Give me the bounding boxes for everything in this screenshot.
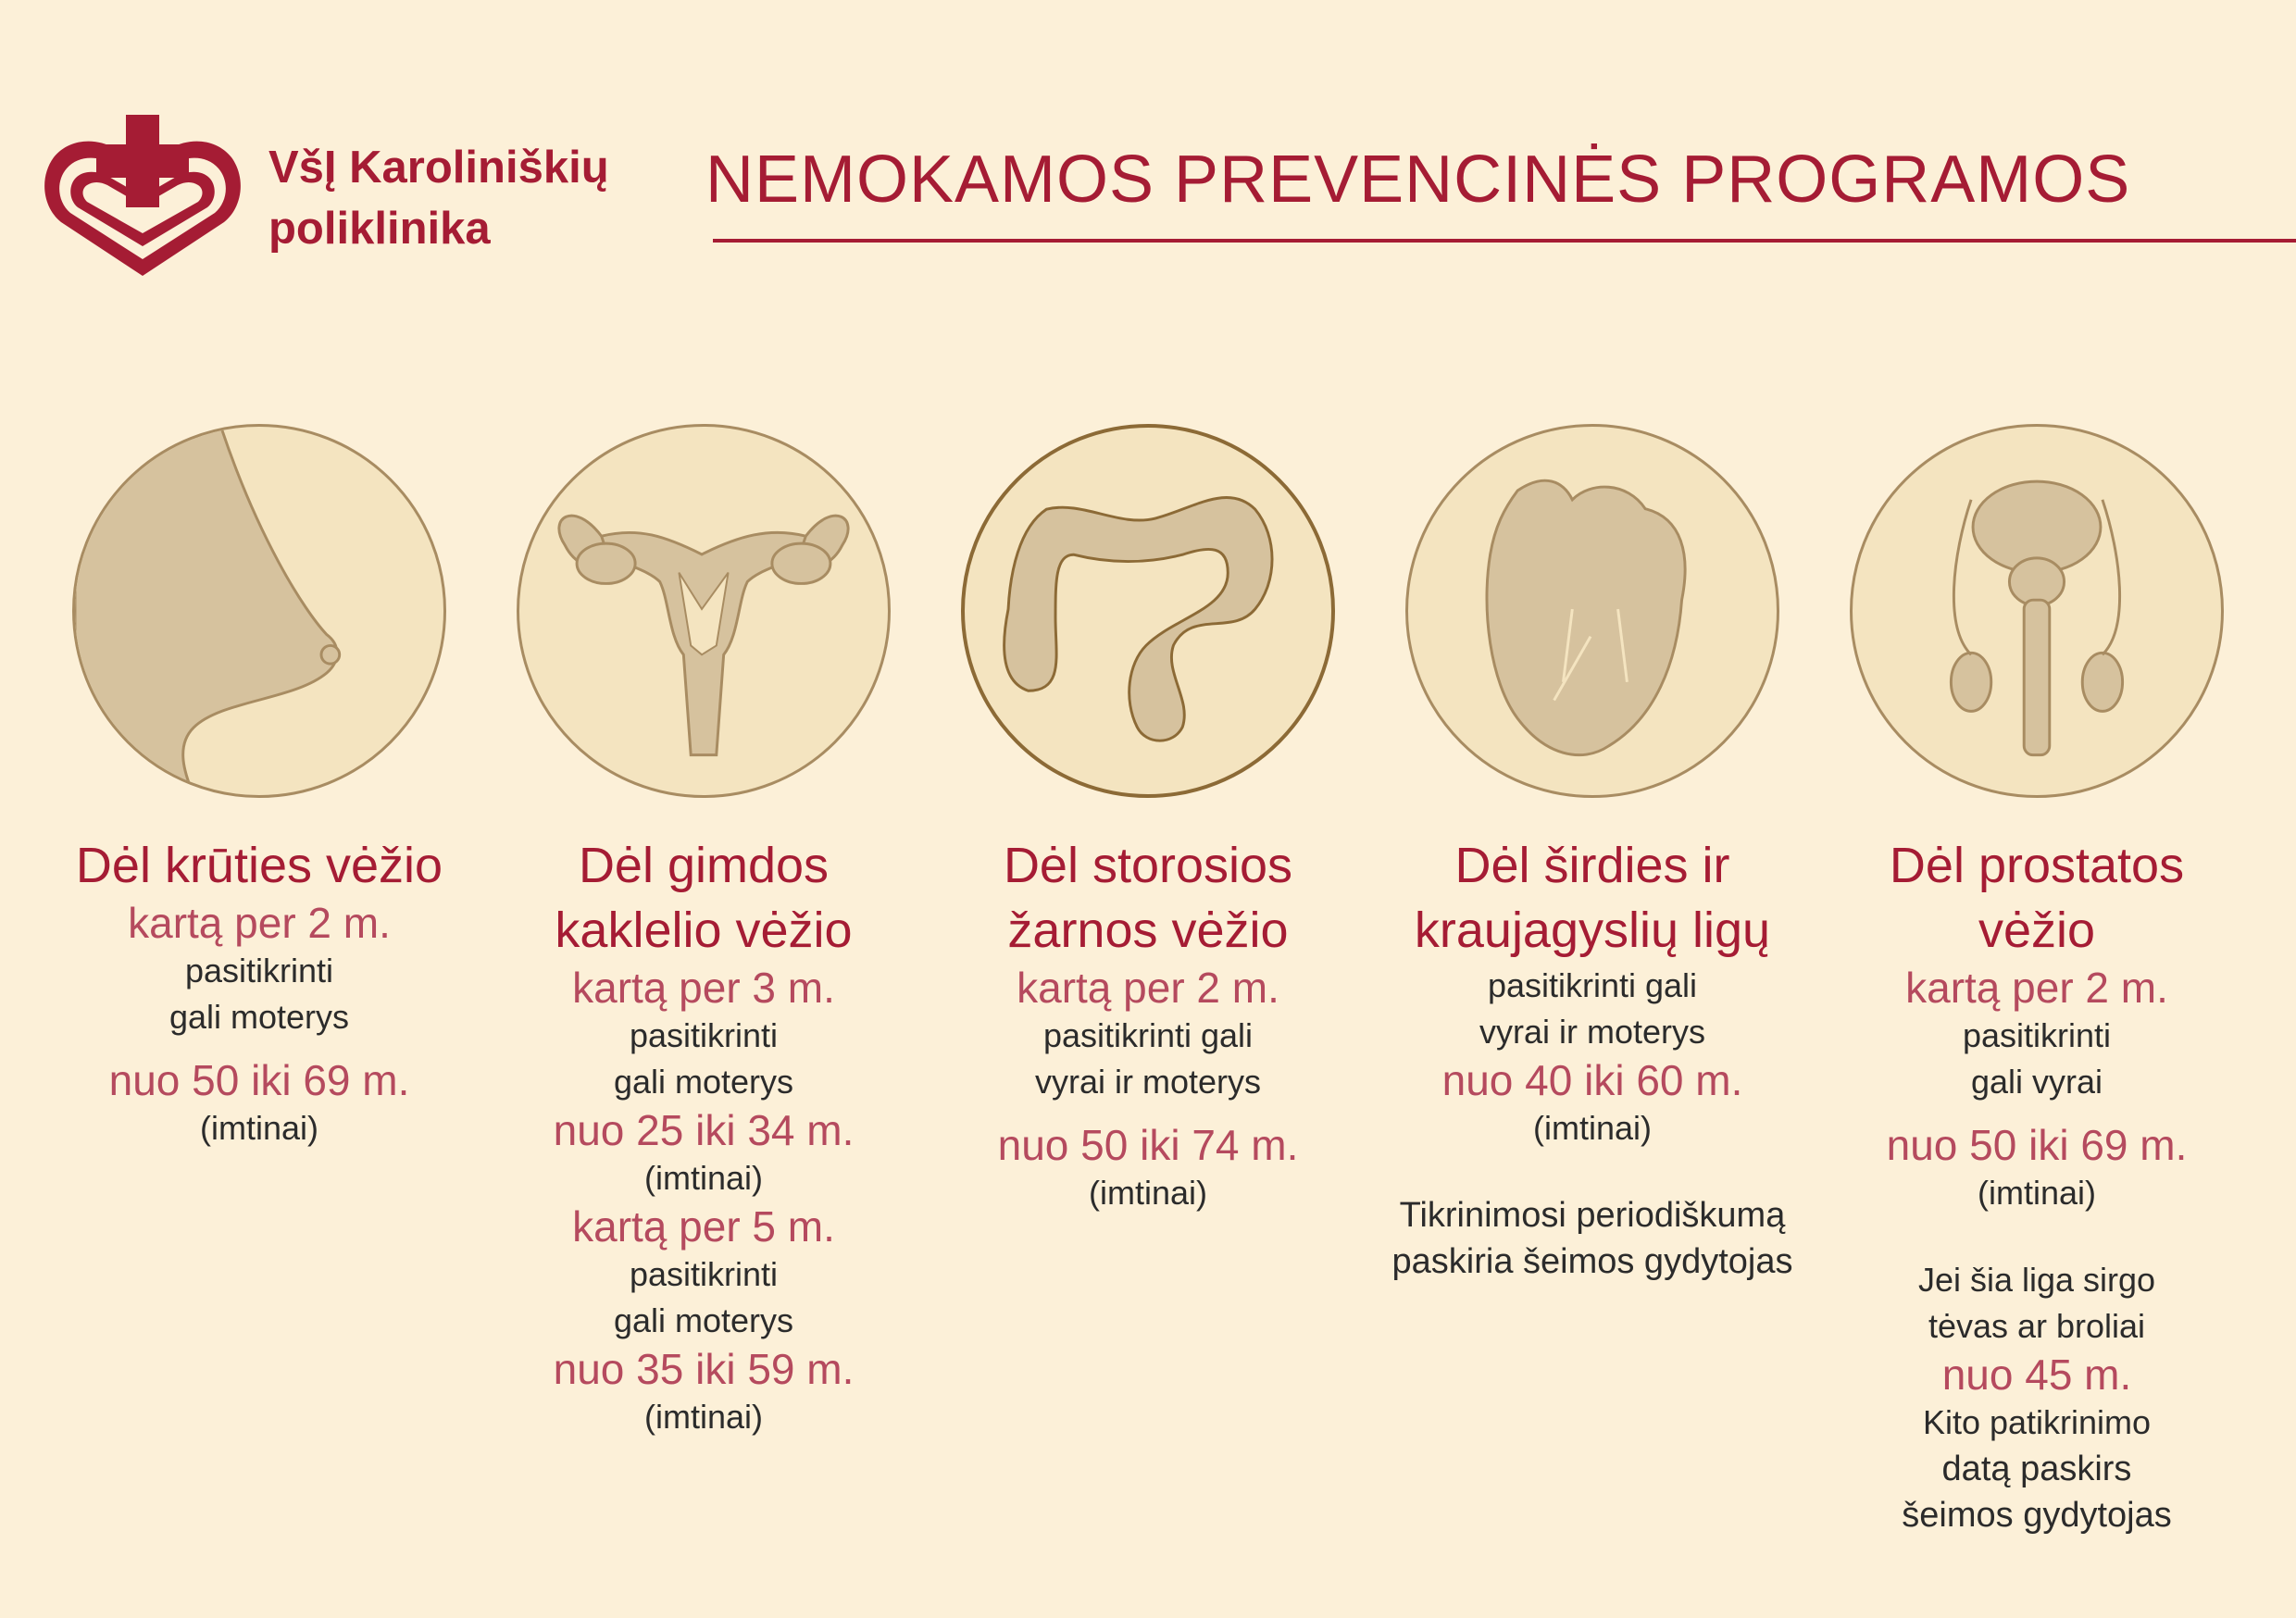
note-line: Tikrinimosi periodiškumą: [1399, 1196, 1786, 1235]
frequency: kartą per 2 m.: [1017, 964, 1279, 1012]
eligibility-line: gali moterys: [168, 998, 350, 1036]
program-title: kraujagyslių ligų: [1414, 902, 1771, 958]
frequency: kartą per 3 m.: [572, 964, 835, 1012]
frequency: kartą per 2 m.: [1905, 964, 2168, 1012]
inclusive-note: (imtinai): [643, 1159, 763, 1197]
inclusive-note: (imtinai): [643, 1398, 763, 1436]
eligibility-line: pasitikrinti: [184, 952, 334, 989]
note-line: paskiria šeimos gydytojas: [1391, 1242, 1793, 1281]
eligibility-line: pasitikrinti: [1962, 1016, 2112, 1054]
program-title: vėžio: [1978, 902, 2096, 958]
program-title: žarnos vėžio: [1007, 902, 1289, 958]
next-check-line: Kito patikrinimo: [1922, 1403, 2152, 1441]
clinic-name[interactable]: [268, 137, 609, 259]
program-title: Dėl širdies ir: [1454, 838, 1730, 893]
next-check-line: datą paskirs: [1941, 1450, 2132, 1488]
eligibility-line: vyrai ir moterys: [1034, 1063, 1262, 1101]
age-range: nuo 35 iki 59 m.: [553, 1345, 855, 1393]
program-title: kaklelio vėžio: [555, 902, 853, 958]
brand-line-1: VšĮ Karoliniškių: [268, 143, 609, 193]
age-range: nuo 45 m.: [1941, 1350, 2132, 1399]
inclusive-note: (imtinai): [1977, 1174, 2096, 1212]
frequency: kartą per 2 m.: [128, 899, 391, 947]
heart-icon: [1405, 424, 1779, 798]
program-card-colon: [930, 833, 1366, 1216]
title-underline: [713, 239, 2296, 243]
program-card-prostate: [1819, 833, 2254, 1538]
frequency: kartą per 5 m.: [572, 1202, 835, 1251]
next-check-line: šeimos gydytojas: [1902, 1496, 2172, 1535]
eligibility-line: pasitikrinti gali: [1487, 966, 1698, 1004]
page-title: NEMOKAMOS PREVENCINĖS PROGRAMOS: [705, 143, 2131, 217]
program-title: Dėl gimdos: [578, 838, 830, 893]
eligibility-line: pasitikrinti: [629, 1016, 779, 1054]
program-card-breast: [42, 833, 477, 1151]
program-title: Dėl storosios: [1003, 838, 1293, 893]
eligibility-line: gali vyrai: [1970, 1063, 2103, 1101]
age-range: nuo 50 iki 69 m.: [108, 1056, 410, 1104]
program-title: Dėl krūties vėžio: [75, 838, 443, 893]
colon-icon: [961, 424, 1335, 798]
inclusive-note: (imtinai): [1532, 1109, 1652, 1147]
eligibility-line: gali moterys: [613, 1063, 794, 1101]
inclusive-note: (imtinai): [1088, 1174, 1207, 1212]
age-range: nuo 50 iki 69 m.: [1886, 1121, 2188, 1169]
eligibility-line: pasitikrinti gali: [1042, 1016, 1254, 1054]
eligibility-line: vyrai ir moterys: [1479, 1013, 1706, 1051]
clinic-logo-icon: [41, 111, 244, 278]
program-title: Dėl prostatos: [1889, 838, 2185, 893]
program-card-cardiovascular: [1375, 833, 1810, 1285]
eligibility-line: pasitikrinti: [629, 1255, 779, 1293]
brand-line-2: poliklinika: [268, 204, 491, 254]
inclusive-note: (imtinai): [199, 1109, 318, 1147]
condition-line: Jei šia liga sirgo: [1917, 1261, 2156, 1299]
breast-icon: [72, 424, 446, 798]
program-card-cervical: [486, 833, 921, 1440]
uterus-icon: [517, 424, 891, 798]
age-range: nuo 50 iki 74 m.: [997, 1121, 1299, 1169]
condition-line: tėvas ar broliai: [1928, 1307, 2146, 1345]
age-range: nuo 25 iki 34 m.: [553, 1106, 855, 1154]
age-range: nuo 40 iki 60 m.: [1441, 1056, 1743, 1104]
eligibility-line: gali moterys: [613, 1301, 794, 1339]
prostate-icon: [1850, 424, 2224, 798]
